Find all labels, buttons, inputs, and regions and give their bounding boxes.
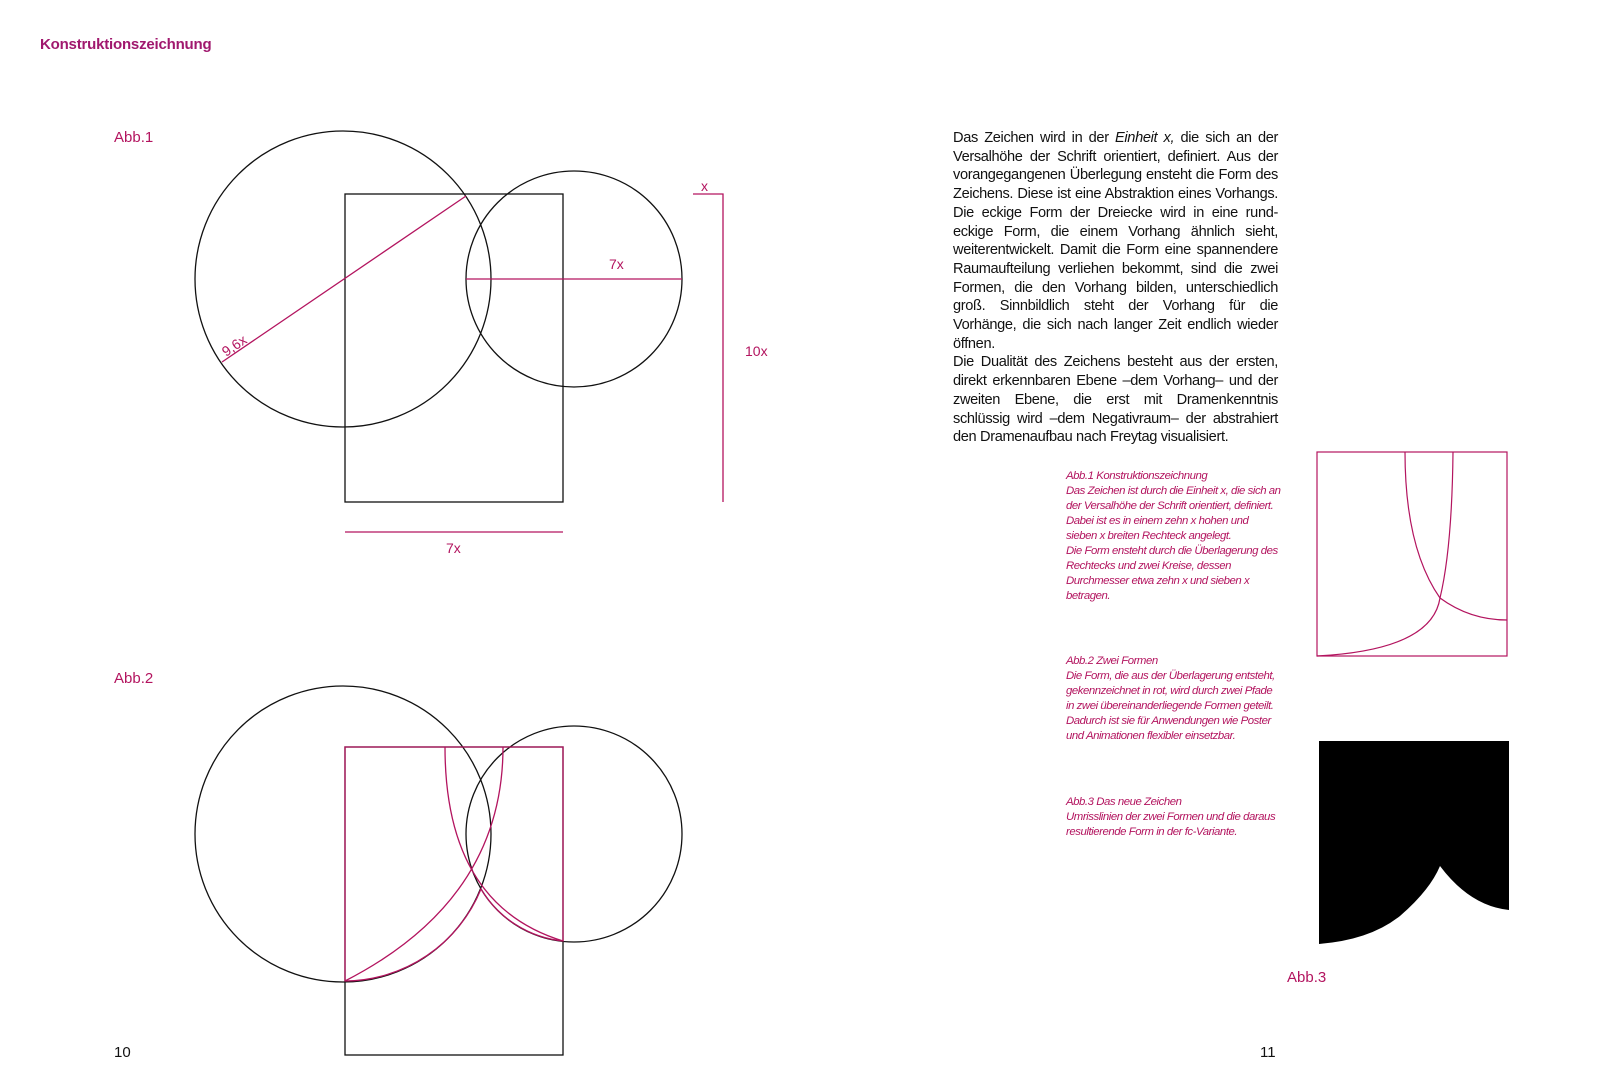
body-text (953, 129, 1278, 447)
figure-label-abb1: Abb.1 (114, 129, 154, 146)
abb3-outline-right (1405, 452, 1507, 620)
dim-label-circle-width: 7x (609, 256, 624, 272)
abb1-rectangle (345, 194, 563, 502)
figure-label-abb3: Abb.3 (1287, 969, 1327, 986)
caption-text: Die Form, die aus der Überlagerung entsteht, gekennzeichnet in rot, wird durch zwei Pfade in zwei übereinanderliegende Formen geteilt. (1066, 670, 1275, 712)
body-intro-pre: Das Zeichen wird in der (953, 130, 1116, 146)
dim-label-diameter: 9,6x (218, 331, 250, 360)
caption-text: Die Form ensteht durch die Überlagerung des Rechtecks und zwei Kreise, dessen Durchmesser etwa zehn x und sieben x betragen. (1066, 545, 1278, 602)
caption-text: Das Zeichen ist durch die Einheit x, die sich an der Versalhöhe der Schrift orientiert, definiert. Dabei ist es in einem zehn x hohen und sieben x breiten Rechteck angelegt. (1066, 485, 1281, 542)
abb1-diameter-line (222, 196, 466, 362)
caption-abb3 (1066, 795, 1281, 840)
abb3-outline-left (1317, 452, 1453, 656)
caption-abb1 (1066, 469, 1281, 604)
page-number-right: 11 (1260, 1044, 1276, 1061)
dim-label-x: x (701, 178, 708, 194)
body-intro-emphasis: Einheit x, (1115, 130, 1175, 146)
abb1-drawing (195, 131, 723, 532)
abb2-small-circle (466, 726, 682, 942)
abb2-split-path (445, 747, 563, 941)
abb3-filled-sign (1319, 741, 1509, 944)
page-number-left: 10 (114, 1044, 131, 1061)
abb3-outline-frame (1317, 452, 1507, 656)
caption-title: Abb.1 Konstruktionszeichnung (1066, 470, 1208, 482)
abb2-shape-outline (345, 747, 563, 981)
caption-title: Abb.2 Zwei Formen (1066, 655, 1158, 667)
caption-abb2 (1066, 654, 1281, 744)
dim-label-rect-width: 7x (446, 540, 461, 556)
body-intro-post: die sich an der Versalhöhe der Schrift orientiert, definiert. Aus der vorangegangenen Überlegung ensteht die Form des Zeichens. Diese ist eine Abstraktion eines Vorhangs. Die eckige Form der Dreiecke wird in eine rund-eckige Form, die einem Vorhang ähnlich sieht, weiterentwickelt. Damit die Form eine spannendere Raumaufteilung verliehen bekommt, sind die zwei Formen, die den Vorhang bilden, unterschiedlich groß. Sinnbildlich steht der Vorhang für die Vorhänge, die sich nach langer Zeit endlich wieder öffnen. (953, 130, 1279, 352)
abb2-rectangle (345, 747, 563, 1055)
caption-text: Umrisslinien der zwei Formen und die daraus resultierende Form in der fc-Variante. (1066, 811, 1276, 838)
dim-label-height: 10x (745, 343, 768, 359)
caption-title: Abb.3 Das neue Zeichen (1066, 796, 1182, 808)
abb2-drawing (195, 686, 682, 1055)
caption-text: Dadurch ist sie für Anwendungen wie Poster und Animationen flexibler einsetzbar. (1066, 715, 1271, 742)
figure-label-abb2: Abb.2 (114, 670, 154, 687)
abb3-outline (1317, 452, 1507, 656)
abb2-large-circle (195, 686, 491, 982)
body-paragraph-2: Die Dualität des Zeichens besteht aus der ersten, direkt erkennbaren Ebene –dem Vorhang– und der zweiten Ebene, die erst mit Dramenkenntnis schlüssig wird –dem Negativraum– der abstrahiert den Dramenaufbau nach Freytag visualisiert. (953, 354, 1278, 446)
abb1-height-line (693, 194, 723, 502)
body-paragraph-1 (953, 129, 1278, 353)
section-title: Konstruktionszeichnung (40, 36, 212, 53)
